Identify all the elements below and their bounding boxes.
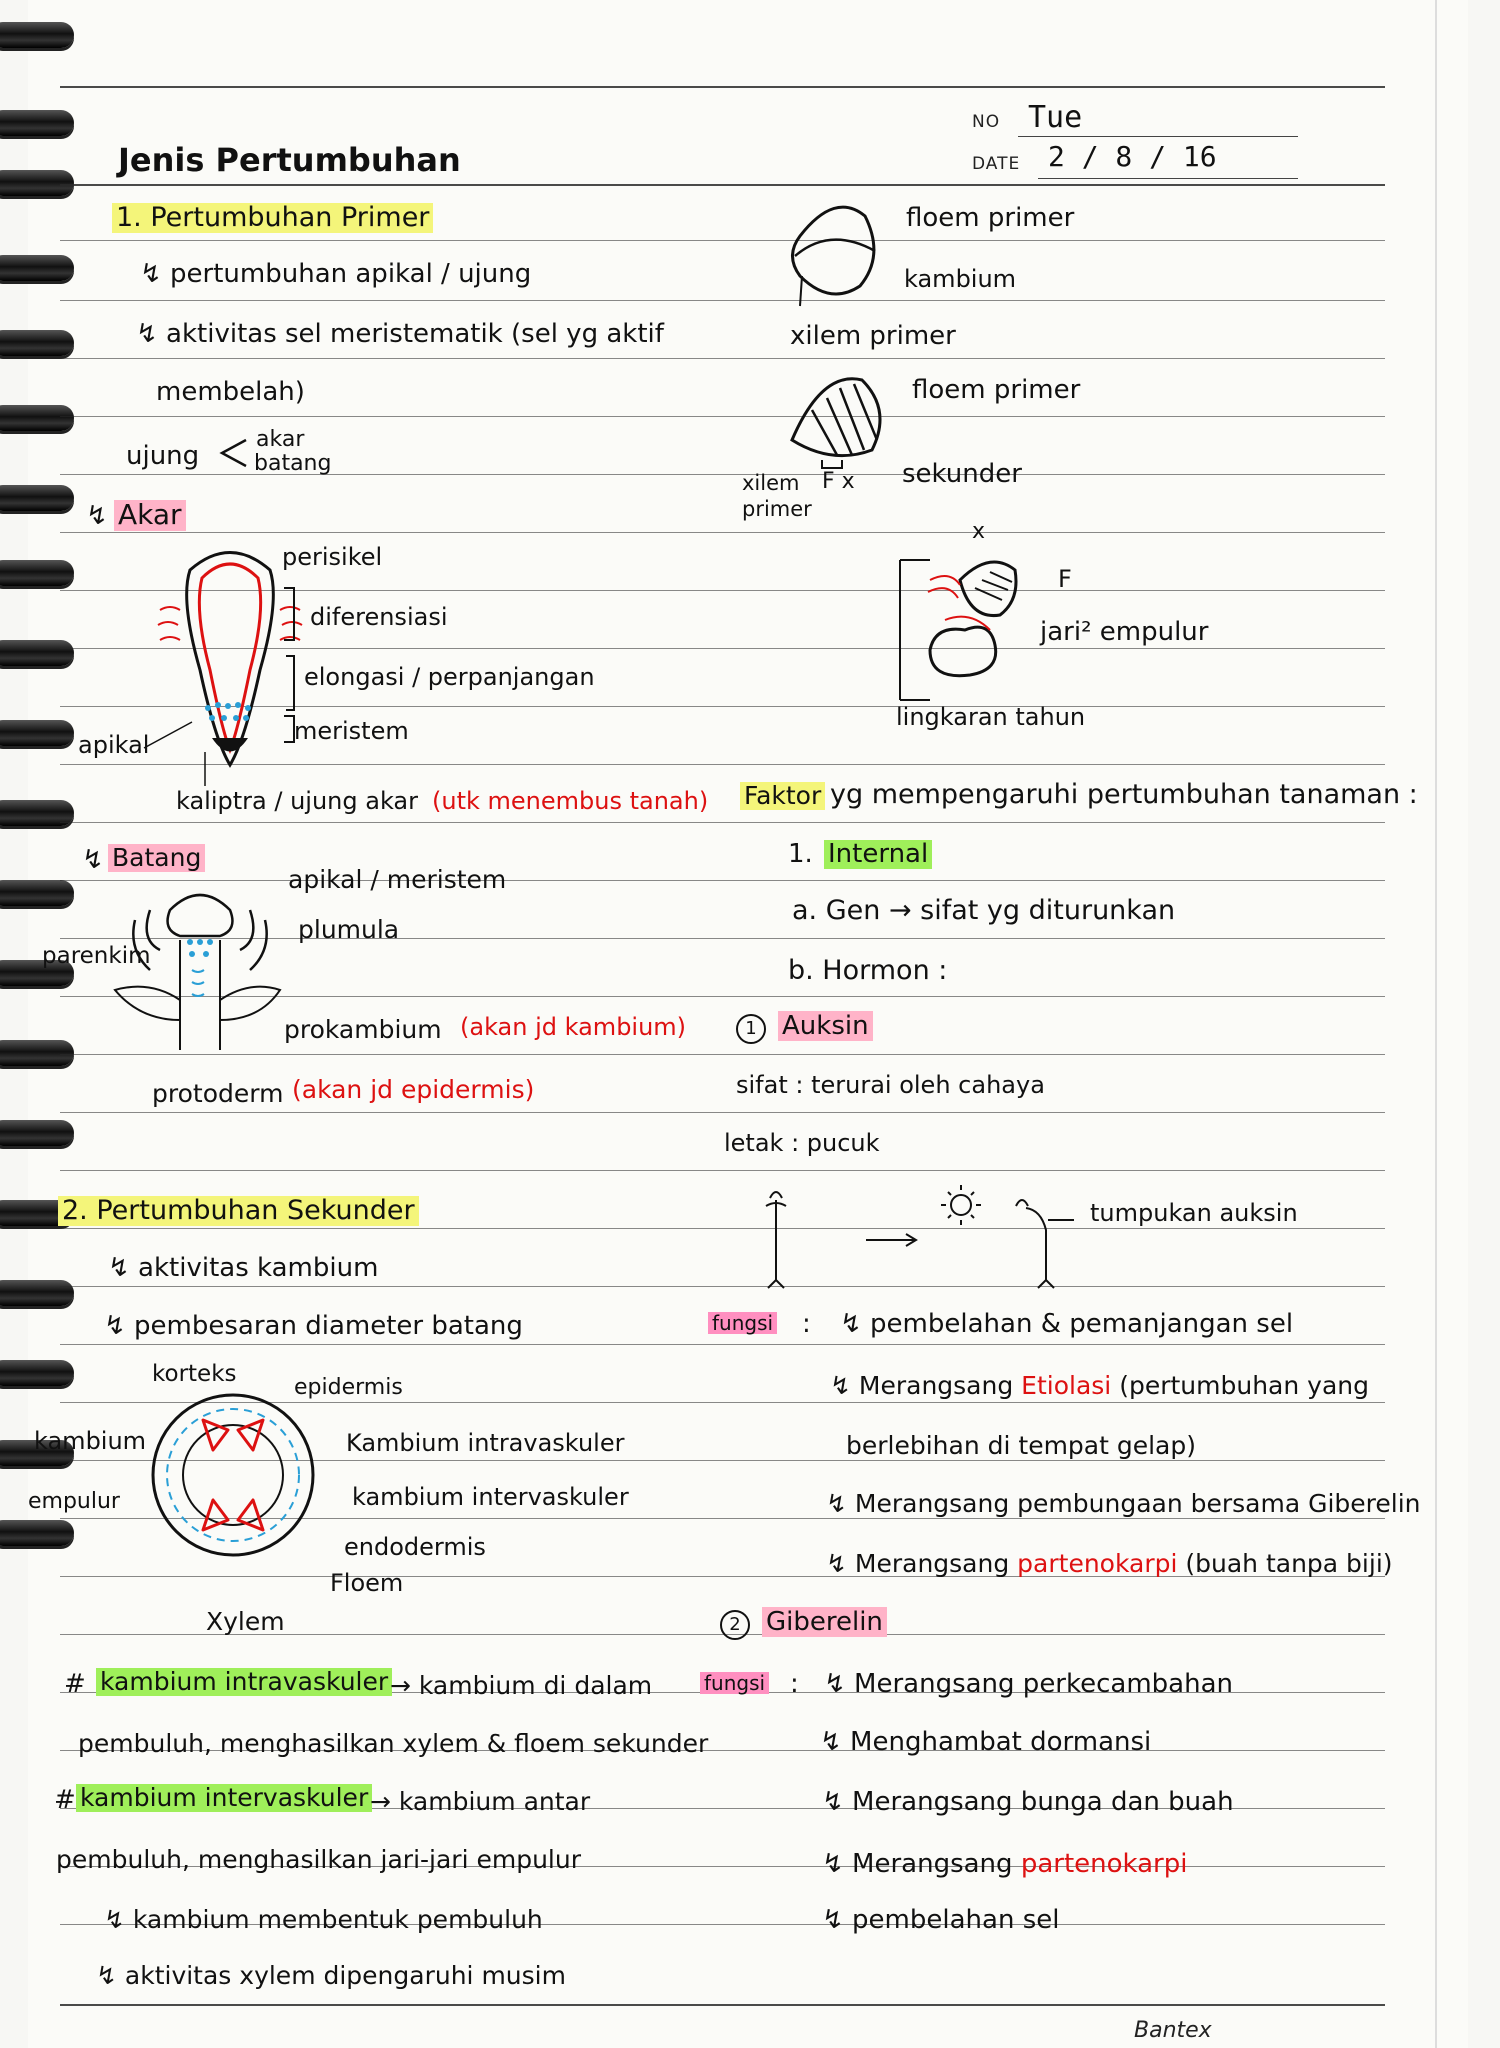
spiral-coil: [0, 1360, 74, 1386]
kaliptra-pointer: [200, 750, 210, 790]
giberelin-fungsi-4: [822, 1850, 1187, 1879]
protoderm-label: protoderm: [152, 1079, 284, 1108]
spiral-coil: [0, 880, 74, 906]
rule-line: [60, 416, 1385, 417]
d1-xilem-label: xilem primer: [790, 321, 956, 351]
rule-line: [60, 240, 1385, 241]
d3-x-label: x: [972, 519, 986, 544]
stem-cross-section-diagram: [148, 1390, 318, 1560]
spiral-coil: [0, 1040, 74, 1066]
spiral-coil: [0, 405, 74, 431]
primary-point-2-cont: membelah): [156, 377, 305, 407]
internal-number: 1.: [788, 839, 813, 869]
plumula-label: plumula: [298, 915, 400, 944]
f4-suffix: (buah tanpa biji): [1185, 1549, 1393, 1578]
d1-kambium-label: kambium: [904, 265, 1017, 293]
floem-label: Floem: [330, 1569, 404, 1597]
rule-line: [60, 1286, 1385, 1287]
perisikel-label: perisikel: [282, 543, 383, 571]
f2-prefix: ↯ Merangsang: [830, 1371, 1014, 1400]
auksin-heading: Auksin: [778, 1011, 873, 1041]
rule-line: [60, 86, 1385, 88]
d3-jari-label: jari² empulur: [1040, 617, 1209, 647]
vascular-bundle-secondary-diagram: [782, 370, 902, 470]
spiral-coil: [0, 330, 74, 356]
rule-line: [60, 2004, 1385, 2006]
endodermis-label: endodermis: [344, 1533, 486, 1561]
xylem-label: Xylem: [206, 1607, 285, 1636]
akar-bullet: ↯: [86, 501, 108, 531]
auksin-fungsi-1: ↯ pembelahan & pemanjangan sel: [840, 1309, 1294, 1339]
ujung-batang: batang: [254, 451, 332, 476]
etiolasi-term: Etiolasi: [1021, 1371, 1112, 1400]
batang-apikal-label: apikal / meristem: [288, 865, 507, 894]
no-underline: [1018, 136, 1298, 137]
akar-heading: Akar: [114, 500, 186, 531]
secondary-point-1: ↯ aktivitas kambium: [108, 1253, 379, 1283]
prokambium-label: prokambium: [284, 1015, 442, 1044]
k1-definition-cont: pembuluh, menghasilkan xylem & floem sekunder: [78, 1729, 709, 1758]
giberelin-fungsi-label: fungsi: [700, 1672, 769, 1694]
hormon-line: b. Hormon :: [788, 955, 948, 986]
auksin-fungsi-colon: :: [802, 1309, 811, 1339]
auksin-fungsi-2: [830, 1372, 1369, 1400]
spiral-coil: [0, 170, 74, 196]
spiral-coil: [0, 640, 74, 666]
date-underline: [1038, 178, 1298, 179]
auksin-row: [736, 1012, 873, 1044]
right-margin-line: [1435, 0, 1437, 2048]
protoderm-note: (akan jd epidermis): [292, 1075, 535, 1104]
batang-bullet: ↯: [82, 845, 104, 875]
shoot-tip-diagram: [110, 880, 290, 1070]
spiral-coil: [0, 720, 74, 746]
page-title: Jenis Pertumbuhan: [118, 141, 461, 179]
spiral-coil: [0, 560, 74, 586]
rule-line: [60, 1112, 1385, 1113]
giberelin-number: 2: [720, 1610, 750, 1640]
giberelin-fungsi-3: ↯ Merangsang bunga dan buah: [822, 1787, 1234, 1817]
batang-heading: Batang: [108, 844, 205, 872]
auksin-fungsi-label: fungsi: [708, 1312, 777, 1334]
kaliptra-label: kaliptra / ujung akar: [176, 787, 419, 815]
k1-term: kambium intravaskuler: [96, 1668, 392, 1696]
giberelin-fungsi-2: ↯ Menghambat dormansi: [820, 1727, 1152, 1757]
secondary-point-4: ↯ aktivitas xylem dipengaruhi musim: [96, 1961, 566, 1990]
g4-prefix: ↯ Merangsang: [822, 1849, 1013, 1879]
kambium-intervaskuler-label: kambium intervaskuler: [352, 1483, 629, 1511]
auksin-sifat: sifat : terurai oleh cahaya: [736, 1071, 1045, 1099]
auksin-fungsi-4: [826, 1550, 1393, 1578]
no-label: NO: [972, 112, 1001, 132]
internal-heading: Internal: [824, 840, 932, 869]
korteks-label: korteks: [152, 1361, 237, 1387]
no-value: Tue: [1028, 100, 1083, 135]
spiral-coil: [0, 1120, 74, 1146]
rule-line: [60, 822, 1385, 823]
d2-sekunder-label: sekunder: [902, 459, 1022, 489]
ujung-akar: akar: [256, 427, 305, 452]
apikal-label: apikal: [78, 731, 150, 759]
date-value: 2 / 8 / 16: [1048, 140, 1217, 173]
brand-logo: Bantex: [1134, 2018, 1212, 2043]
k2-hash: #: [54, 1785, 76, 1815]
rule-line: [60, 1344, 1385, 1345]
rule-line: [60, 300, 1385, 301]
spiral-coil: [0, 255, 74, 281]
tumpukan-auksin-label: tumpukan auksin: [1090, 1199, 1298, 1227]
giberelin-heading: Giberelin: [762, 1607, 887, 1637]
k1-hash: #: [64, 1669, 86, 1699]
spiral-coil: [0, 485, 74, 511]
auksin-fungsi-3: ↯ Merangsang pembungaan bersama Giberelin: [826, 1489, 1421, 1518]
vascular-bundle-primary-diagram: [780, 196, 890, 316]
gen-line: a. Gen → sifat yg diturunkan: [792, 895, 1176, 926]
d2-xilem-label: xilem: [742, 471, 800, 495]
k2-definition-cont: pembuluh, menghasilkan jari-jari empulur: [56, 1845, 581, 1874]
secondary-point-3: ↯ kambium membentuk pembuluh: [104, 1905, 543, 1934]
spiral-coil: [0, 110, 74, 136]
k2-term: kambium intervaskuler: [76, 1784, 372, 1812]
date-label: DATE: [972, 154, 1021, 174]
parenkim-label: parenkim: [42, 943, 151, 969]
kaliptra-note: (utk menembus tanah): [432, 787, 709, 815]
k1-definition: → kambium di dalam: [390, 1671, 653, 1700]
k2-definition: → kambium antar: [370, 1787, 591, 1816]
rule-line: [60, 358, 1385, 359]
d3-f-label: F: [1058, 565, 1072, 593]
g4-partenokarpi-term: partenokarpi: [1020, 1849, 1188, 1879]
rule-line: [60, 1228, 1385, 1229]
elongasi-label: elongasi / perpanjangan: [304, 663, 595, 691]
kambium-label: kambium: [34, 1427, 147, 1455]
primary-heading: 1. Pertumbuhan Primer: [112, 203, 433, 233]
giberelin-fungsi-colon: :: [790, 1669, 799, 1699]
primary-point-1: ↯ pertumbuhan apikal / ujung: [140, 259, 532, 289]
rule-line: [60, 532, 1385, 533]
spiral-coil: [0, 22, 74, 48]
partenokarpi-term: partenokarpi: [1017, 1549, 1178, 1578]
rule-line: [60, 1170, 1385, 1171]
epidermis-label: epidermis: [294, 1375, 403, 1400]
rule-line: [60, 184, 1385, 186]
apikal-pointer: [140, 712, 200, 752]
faktor-title: yg mempengaruhi pertumbuhan tanaman :: [830, 779, 1418, 810]
d1-floem-label: floem primer: [906, 203, 1075, 233]
spiral-coil: [0, 1520, 74, 1546]
d2-fx-label: F x: [822, 469, 855, 494]
faktor-term: Faktor: [740, 782, 825, 810]
meristem-label: meristem: [294, 717, 409, 745]
d3-lingkaran-label: lingkaran tahun: [896, 703, 1086, 731]
secondary-heading: 2. Pertumbuhan Sekunder: [58, 1196, 419, 1226]
giberelin-row: [720, 1608, 887, 1640]
giberelin-fungsi-5: ↯ pembelahan sel: [822, 1905, 1060, 1935]
d2-primer-label: primer: [742, 497, 812, 521]
phototropism-diagram: [756, 1180, 1086, 1290]
giberelin-fungsi-1: ↯ Merangsang perkecambahan: [824, 1669, 1234, 1699]
auksin-number: 1: [736, 1014, 766, 1044]
primary-point-2: ↯ aktivitas sel meristematik (sel yg aktif: [136, 319, 664, 349]
f4-prefix: ↯ Merangsang: [826, 1549, 1010, 1578]
secondary-point-2: ↯ pembesaran diameter batang: [104, 1311, 523, 1341]
ujung-label: ujung: [126, 441, 200, 471]
auksin-letak: letak : pucuk: [724, 1129, 880, 1157]
f2-suffix: (pertumbuhan yang: [1119, 1371, 1369, 1400]
d2-floem-label: floem primer: [912, 375, 1081, 405]
diferensiasi-label: diferensiasi: [310, 603, 448, 631]
auksin-fungsi-2-cont: berlebihan di tempat gelap): [846, 1431, 1196, 1460]
less-than-bracket: [218, 436, 248, 470]
empulur-label: empulur: [28, 1489, 120, 1514]
spiral-coil: [0, 1280, 74, 1306]
prokambium-note: (akan jd kambium): [460, 1013, 687, 1041]
kambium-intravaskuler-label: Kambium intravaskuler: [346, 1429, 625, 1457]
